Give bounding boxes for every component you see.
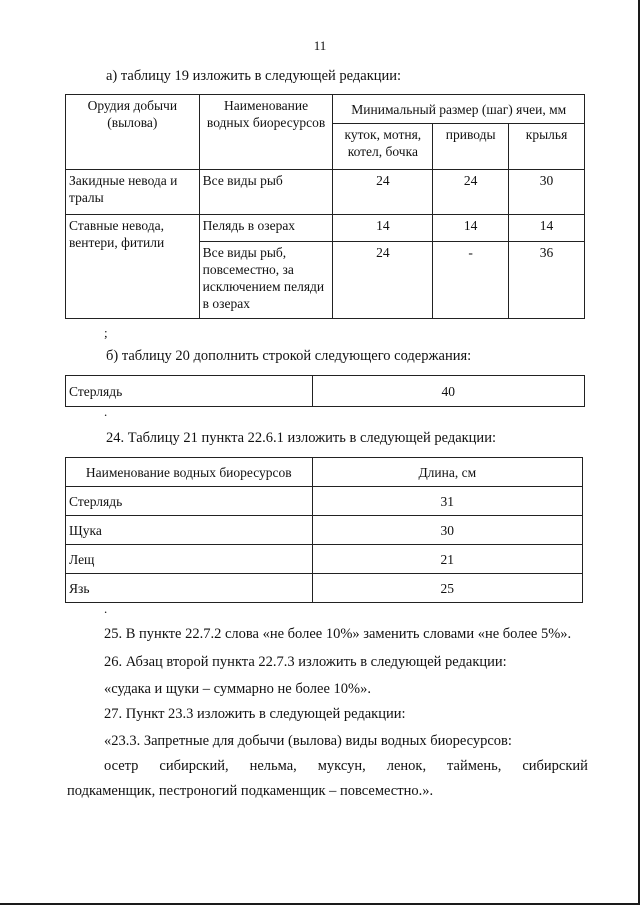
- cell-value: 24: [433, 170, 509, 215]
- species-word: осетр: [104, 758, 139, 774]
- cell-value: -: [433, 242, 509, 319]
- header-col2: приводы: [433, 124, 509, 170]
- cell-value: 24: [333, 242, 433, 319]
- dot: .: [104, 404, 108, 419]
- cell-value: 30: [509, 170, 585, 215]
- table-row: [66, 215, 585, 242]
- table-21: [65, 457, 583, 603]
- item-24: 24. Таблицу 21 пункта 22.6.1 изложить в следующей редакции:: [106, 430, 496, 446]
- cell-value: 25: [312, 574, 582, 603]
- species-word: нельма,: [249, 758, 297, 774]
- header-name: Наименование водных биоресурсов: [66, 458, 313, 487]
- header-length: Длина, см: [312, 458, 582, 487]
- table-row: [66, 458, 583, 487]
- intro-b: б) таблицу 20 дополнить строкой следующего содержания:: [106, 348, 472, 364]
- item-26-quote: «судака и щуки – суммарно не более 10%».: [104, 681, 371, 697]
- species-line-2: подкаменщик, пестроногий подкаменщик – повсеместно.».: [67, 783, 434, 799]
- header-mesh-group: Минимальный размер (шаг) ячеи, мм: [333, 95, 585, 124]
- cell-name: Лещ: [66, 545, 313, 574]
- item-27: 27. Пункт 23.3 изложить в следующей редакции:: [104, 706, 406, 722]
- cell-value: 31: [312, 487, 582, 516]
- cell-value: 30: [312, 516, 582, 545]
- item-26: 26. Абзац второй пункта 22.7.3 изложить в следующей редакции:: [104, 654, 507, 670]
- species-line-1: [104, 758, 588, 775]
- cell-value: 21: [312, 545, 582, 574]
- table-row: [66, 545, 583, 574]
- species-word: сибирский,: [159, 758, 229, 774]
- table-row: [66, 574, 583, 603]
- cell-value: 36: [509, 242, 585, 319]
- cell-name: Стерлядь: [66, 376, 313, 407]
- table-20-row: [65, 375, 585, 407]
- cell-value: 14: [433, 215, 509, 242]
- table-row: [66, 170, 585, 215]
- dot: .: [104, 601, 108, 616]
- cell-tool: Закидные невода и тралы: [66, 170, 200, 215]
- species-word: таймень,: [447, 758, 502, 774]
- cell-value: 14: [509, 215, 585, 242]
- intro-a: а) таблицу 19 изложить в следующей редакции:: [106, 68, 402, 84]
- item-25: 25. В пункте 22.7.2 слова «не более 10%» заменить словами «не более 5%».: [104, 626, 572, 642]
- item-27-quote: «23.3. Запретные для добычи (вылова) виды водных биоресурсов:: [104, 733, 512, 749]
- cell-value: 24: [333, 170, 433, 215]
- header-resource: Наименование водных биоресурсов: [199, 95, 333, 170]
- cell-value: 14: [333, 215, 433, 242]
- cell-name: Стерлядь: [66, 487, 313, 516]
- species-word: ленок,: [386, 758, 427, 774]
- cell-resource: Все виды рыб, повсеместно, за исключением пеляди в озерах: [199, 242, 333, 319]
- cell-resource: Все виды рыб: [199, 170, 333, 215]
- cell-tool: Ставные невода, вентери, фитили: [66, 215, 200, 319]
- species-word: сибирский: [522, 758, 588, 774]
- page-number: 11: [313, 38, 327, 53]
- table-row: [66, 516, 583, 545]
- table-row: [66, 487, 583, 516]
- header-col3: крылья: [509, 124, 585, 170]
- species-word: муксун,: [317, 758, 366, 774]
- header-tool: Орудия добычи (вылова): [66, 95, 200, 170]
- table-row: [66, 376, 585, 407]
- cell-value: 40: [312, 376, 584, 407]
- cell-name: Язь: [66, 574, 313, 603]
- cell-name: Щука: [66, 516, 313, 545]
- cell-resource: Пелядь в озерах: [199, 215, 333, 242]
- table-row: [66, 95, 585, 124]
- semicolon: ;: [104, 325, 108, 340]
- header-col1: куток, мотня, котел, бочка: [333, 124, 433, 170]
- table-19: [65, 94, 585, 319]
